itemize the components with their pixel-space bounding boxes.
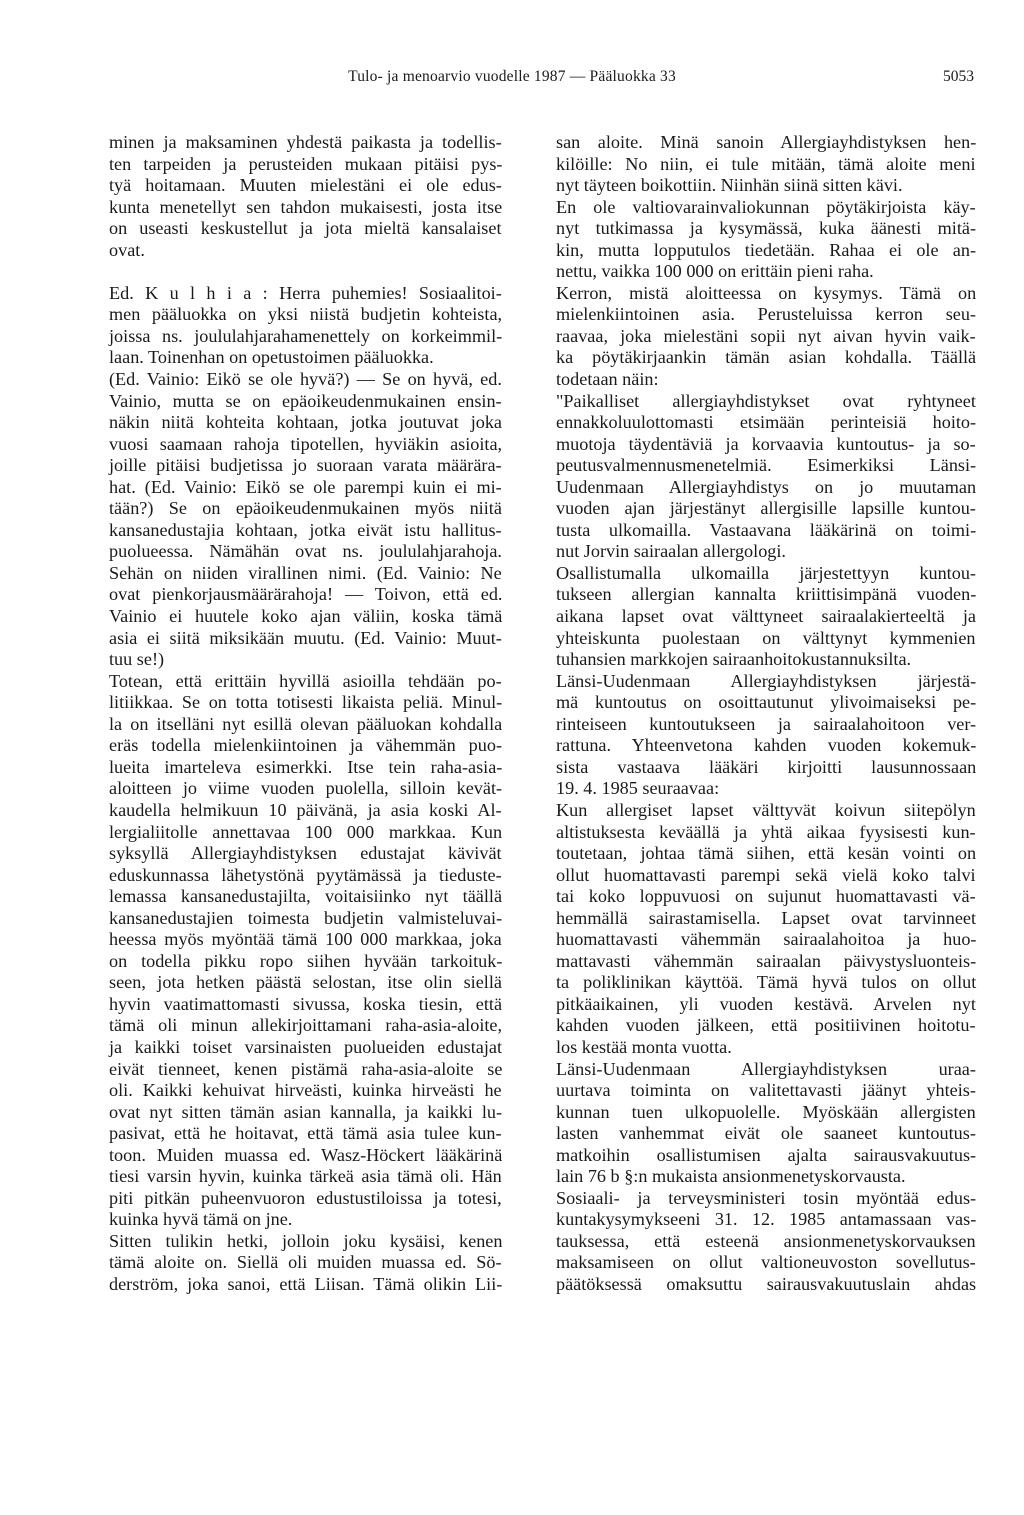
text-line: pitkäaikainen, yli vuoden kestävä. Arvelen nyt (556, 993, 976, 1014)
text-line: Länsi-Uudenmaan Allergiayhdistyksen järjestä- (556, 670, 977, 691)
text-line: ka pöytäkirjaankin tämän asian kohdalla. Täällä (556, 347, 977, 368)
text-line: san aloite. Minä sanoin Allergiayhdistyksen hen- (556, 132, 977, 152)
text-line: lergialiitolle annettavaa 100 000 markkaa. Kun (109, 821, 503, 842)
text-line: derström, joka sanoi, että Liisan. Tämä olikin Lii- (109, 1273, 503, 1294)
text-line: Uudenmaan Allergiayhdistys on jo muutaman (556, 476, 977, 497)
text-line: litiikkaa. Se on totta totisesti likaista peliä. Minul- (109, 692, 503, 713)
text-line: ovat nyt sitten tämän asian kannalla, ja kaikki lu- (109, 1101, 503, 1122)
text-line: la on itselläni nyt esillä olevan pääluokan kohdalla (109, 713, 503, 734)
text-line: men pääluokka on yksi niistä budjetin kohteista, (109, 304, 503, 325)
text-line: kin, mutta lopputulos tiedetään. Rahaa ei ole an- (556, 239, 977, 260)
paragraph-gap (109, 261, 502, 283)
text-line: mattavasti vähemmän sairaalan päivystysluonteis- (556, 950, 977, 971)
text-line: Vainio, mutta se on epäoikeudenmukainen ensin- (109, 390, 502, 411)
text-line: hyvin vaatimattomasti sivussa, koska tiesin, että (109, 993, 503, 1014)
text-line: päätöksessä omaksuttu sairausvakuutuslain ahdas (556, 1273, 977, 1294)
text-line: lasten vanhemmat eivät ole saaneet kuntoutus- (556, 1123, 976, 1144)
text-line: sista vastaava lääkäri kirjoitti lausunnossaan (556, 756, 977, 777)
text-line: Ed. K u l h i a : Herra puhemies! Sosiaalitoi- (109, 282, 502, 303)
text-line: kansanedustajia kohtaan, jotka eivät istu hallitus- (109, 519, 502, 540)
text-line: vuosi saamaan rahoja tipotellen, hyviäkin asioita, (109, 433, 503, 454)
text-line: tuu se!) (109, 649, 165, 670)
text-line: aloitteen jo viime vuoden puolella, silloin kevät- (109, 778, 503, 799)
text-line: "Paikalliset allergiayhdistykset ovat ryhtyneet (556, 390, 976, 411)
text-line: joille pitäisi budjetissa jo suoraan varata määrära- (109, 455, 502, 476)
text-line: matkoihin osallistumisen ajalta sairausvakuutus- (556, 1144, 977, 1165)
text-line: maksamiseen on ollut valtioneuvoston sovellutus- (556, 1252, 976, 1273)
text-line: tai koko loppuvuosi on sujunut huomattavasti vä- (556, 886, 976, 907)
text-line: ennakkoluulottomasti etsimään perinteisiä hoito- (556, 412, 977, 433)
page-number: 5053 (943, 68, 974, 85)
text-line: heessa myös myöntää tämä 100 000 markkaa, joka (109, 929, 502, 950)
text-line: hat. (Ed. Vainio: Eikö se ole parempi kuin ei mi- (109, 476, 502, 497)
text-line: Vainio ei huutele koko ajan väliin, koska tämä (109, 606, 503, 627)
text-line: altistuksesta keväällä ja yhtä aikaa fyysisesti kun- (556, 821, 976, 842)
text-line: yhteiskunta puolestaan on välttynyt kymmenien (556, 627, 976, 648)
text-line: uurtava toiminta on valitettavasti jäänyt yhteis- (556, 1080, 976, 1101)
text-line: lueita imarteleva esimerkki. Itse tein raha-asia- (109, 756, 503, 777)
text-line: laan. Toinenhan on opetustoimen pääluokka. (109, 347, 434, 368)
text-line: vuoden ajan järjestänyt allergisille lapsille kuntou- (556, 498, 976, 519)
text-line: kilöille: No niin, ei tule mitään, tämä aloite meni (556, 153, 976, 174)
text-line: ovat pienkorjausmäärärahoja! — Toivon, että ed. (109, 584, 503, 605)
text-line: joissa ns. joululahjarahamenettely on korkeimmil- (109, 325, 503, 346)
text-line: tiesi varsin hyvin, kuinka tärkeä asia tämä oli. Hän (109, 1166, 502, 1187)
text-line: raavaa, joka mielestäni sopii nyt aivan hyvin vaik- (556, 325, 976, 346)
text-line: ollut huomattavasti parempi sekä vielä koko talvi (556, 864, 976, 885)
text-line: peutusvalmennusmenetelmiä. Esimerkiksi Länsi- (556, 455, 977, 476)
text-line: minen ja maksaminen yhdestä paikasta ja todellis- (109, 132, 502, 152)
text-line: Kerron, mistä aloitteessa on kysymys. Tämä on (556, 282, 977, 303)
text-line: todetaan näin: (556, 369, 659, 390)
text-line: tämä aloite on. Siellä oli muiden muassa ed. Sö- (109, 1252, 502, 1273)
text-line: pasivat, että he hoitavat, että tämä asia tulee kun- (109, 1123, 502, 1144)
text-line: nyt täyteen boikottiin. Niinhän siinä sitten kävi. (556, 175, 903, 196)
text-line: aikana lapset ovat välttyneet sairaalakierteeltä ja (556, 606, 976, 627)
text-line: En ole valtiovarainvaliokunnan pöytäkirjoista käy- (556, 196, 976, 217)
text-line: rinteiseen kuntoutukseen ja sairaalahoitoon ver- (556, 713, 977, 734)
text-line: toon. Muiden muassa ed. Wasz-Höckert lääkärinä (109, 1144, 503, 1165)
text-line: muotoja täydentäviä ja korvaavia kuntoutus- ja so- (556, 433, 976, 454)
text-line: nyt tutkimassa ja kysymässä, kuka äänesti mitä- (556, 218, 977, 239)
text-line: eduskunnassa lähetystönä pyytämässä ja tiedustе- (109, 864, 502, 885)
text-line: näkin niitä kohteita kohtaan, jotka joutuvat joka (109, 412, 503, 433)
text-line: lemassa kansanedustajilta, voitaisiinko nyt täällä (109, 886, 503, 907)
text-line: kunta menetellyt sen tahdon mukaisesti, josta itse (109, 196, 503, 217)
text-line: Kun allergiset lapset välttyvät koivun siitepölyn (556, 799, 976, 820)
text-line: seen, jota hetken päästä selostan, itse olin siellä (109, 972, 502, 993)
text-line: ta poliklinikan käyttöä. Tämä hyvä tulos on ollut (556, 972, 977, 993)
text-line: puolueessa. Nämähän ovat ns. joululahjarahoja. (109, 541, 502, 562)
text-line: nettu, vaikka 100 000 on erittäin pieni raha. (556, 261, 874, 282)
text-line: kunnan tuen ulkopuolelle. Myöskään allergisten (556, 1101, 976, 1122)
text-line: tämä oli minun allekirjoittamani raha-asia-aloite, (109, 1015, 503, 1036)
text-line: Länsi-Uudenmaan Allergiayhdistyksen uraa- (556, 1058, 976, 1079)
right-column (556, 132, 976, 1296)
text-line: kansanedustajien toimesta budjetin valmisteluvai- (109, 907, 503, 928)
text-line: (Ed. Vainio: Eikö se ole hyvä?) — Se on hyvä, ed. (109, 369, 502, 390)
text-line: Sitten tulikin hetki, jolloin joku kysäisi, kenen (109, 1230, 503, 1251)
text-line: kaudella helmikuun 10 päivänä, ja asia koski Al- (109, 799, 502, 820)
text-line: kahden vuoden jälkeen, että positiivinen hoitotu- (556, 1015, 976, 1036)
text-line: oli. Kaikki kehuivat hirveästi, kuinka hirveästi he (109, 1080, 502, 1101)
text-line: Osallistumalla ulkomailla järjestettyyn kuntou- (556, 562, 976, 583)
text-line: kuinka hyvä tämä on jne. (109, 1209, 293, 1230)
text-line: los kestää monta vuotta. (556, 1036, 732, 1057)
text-line: tuhansien markkojen sairaanhoitokustannuksilta. (556, 649, 912, 670)
text-line: Sosiaali- ja terveysministeri tosin myöntää edus- (556, 1187, 977, 1208)
text-line: syksyllä Allergiayhdistyksen edustajat kävivät (109, 843, 502, 864)
text-line: huomattavasti vähemmän sairaalahoitoa ja huo- (556, 929, 977, 950)
text-line: on useasti keskustellut ja jota mieltä kansalaiset (109, 218, 502, 239)
text-line: lain 76 b §:n mukaista ansionmenetyskorvausta. (556, 1166, 906, 1187)
text-line: mä kuntoutus on osoittautunut ylivoimaiseksi pe- (556, 692, 977, 713)
text-line: tään?) Se on epäoikeudenmukainen myös niitä (109, 498, 502, 519)
text-line: tauksessa, että esteenä ansionmenetyskorvauksen (556, 1230, 976, 1251)
text-line: nut Jorvin sairaalan allergologi. (556, 541, 786, 562)
text-line: on todella pikku ropo siihen hyvään tarkoituk- (109, 950, 503, 971)
text-line: ten tarpeiden ja perusteiden mukaan pitäisi pys- (109, 153, 503, 174)
text-line: Totean, että erittäin hyvillä asioilla tehdään po- (109, 670, 502, 691)
text-line: Sehän on niiden virallinen nimi. (Ed. Vainio: Ne (109, 562, 502, 583)
text-line: toutetaan, johtaa tämä siihen, että kesän vointi on (556, 843, 977, 864)
text-line: mielenkiintoinen asia. Perusteluissa kerron seu- (556, 304, 976, 325)
running-title: Tulo- ja menoarvio vuodelle 1987 — Pääluokka 33 (348, 68, 676, 85)
page-header (0, 68, 1024, 92)
left-column (109, 132, 502, 1296)
text-line: piti pitkän puheenvuoron edustustiloissa ja totesi, (109, 1187, 502, 1208)
text-line: kuntakysymykseeni 31. 12. 1985 antamassaan vas- (556, 1209, 977, 1230)
text-line: tusta ulkomailla. Vastaavana lääkärinä on toimi- (556, 519, 977, 540)
text-line: hemmällä sairastamisella. Lapset ovat tarvinneet (556, 907, 977, 928)
text-line: ovat. (109, 239, 145, 260)
text-line: 19. 4. 1985 seuraavaa: (556, 778, 720, 799)
text-line: tukseen allergian kannalta kriittisimpänä vuoden- (556, 584, 977, 605)
text-line: rattuna. Yhteenvetona kahden vuoden kokemuk- (556, 735, 977, 756)
text-line: tyä hoitamaan. Muuten mielestäni ei ole edus- (109, 175, 502, 196)
text-line: eräs todella mielenkiintoinen ja vähemmän puo- (109, 735, 503, 756)
text-line: asia ei siitä miksikään muutu. (Ed. Vainio: Muut- (109, 627, 502, 648)
text-line: eivät tienneet, kenen pistämä raha-asia-aloite se (109, 1058, 503, 1079)
text-line: ja kaikki toiset varsinaisten puolueiden edustajat (109, 1036, 503, 1057)
